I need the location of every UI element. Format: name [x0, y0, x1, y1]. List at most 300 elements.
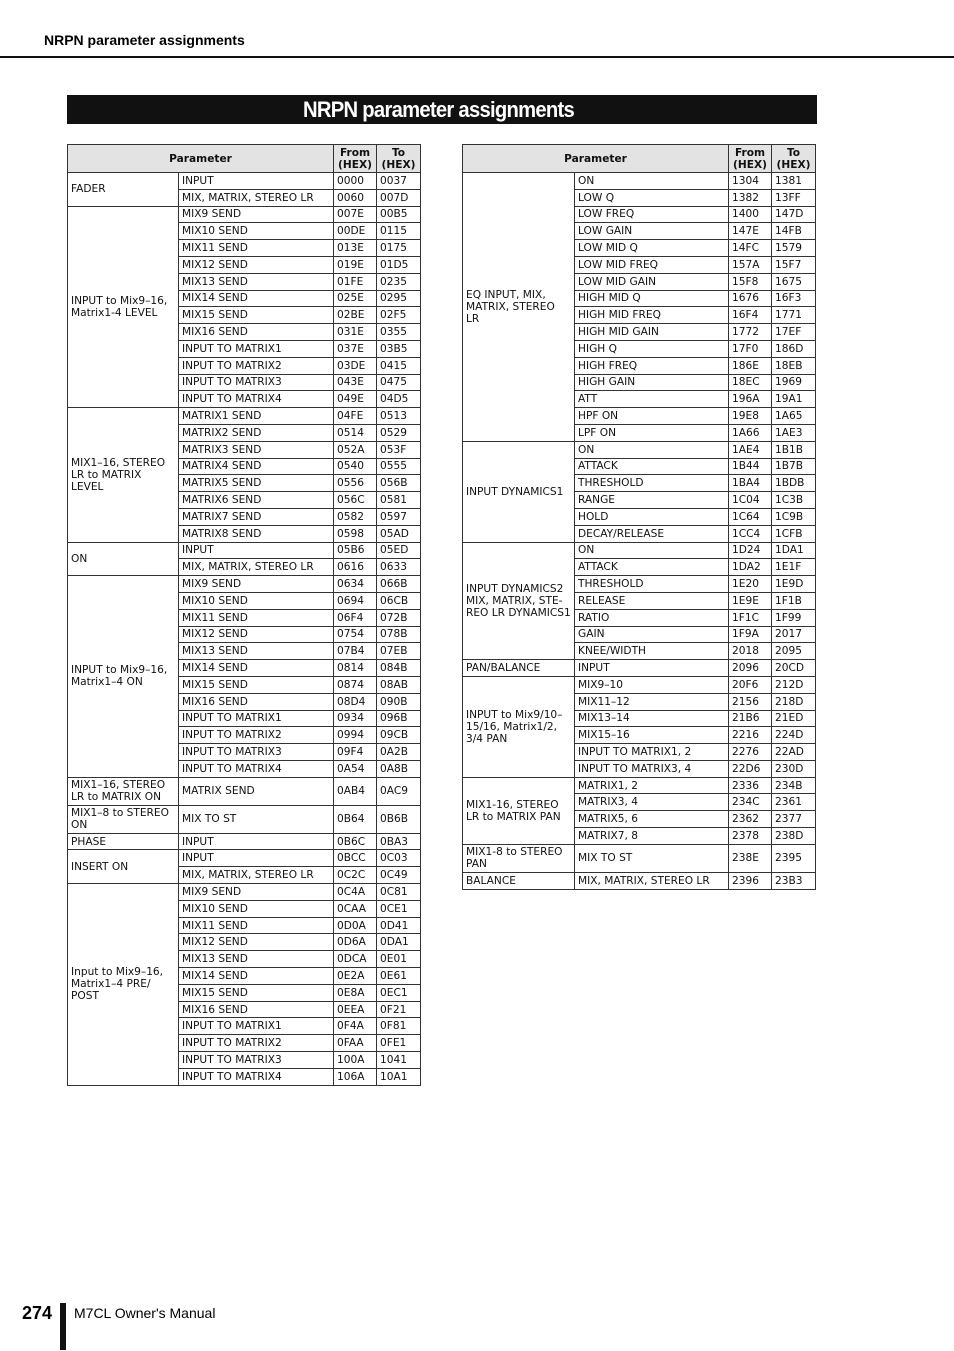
- parameter-name: MIX, MATRIX, STEREO LR: [575, 872, 729, 889]
- parameter-name: LOW FREQ: [575, 206, 729, 223]
- parameter-name: MIX12 SEND: [179, 934, 334, 951]
- to-hex-value: 0C49: [377, 867, 421, 884]
- parameter-name: MATRIX7, 8: [575, 828, 729, 845]
- from-hex-value: 0540: [334, 458, 377, 475]
- parameter-name: MIX14 SEND: [179, 290, 334, 307]
- from-hex-value: 0C4A: [334, 884, 377, 901]
- from-hex-value: 025E: [334, 290, 377, 307]
- from-hex-value: 07B4: [334, 643, 377, 660]
- from-hex-value: 19E8: [729, 408, 772, 425]
- to-hex-value: 1579: [772, 240, 816, 257]
- parameter-name: LOW MID FREQ: [575, 256, 729, 273]
- from-hex-value: 2018: [729, 643, 772, 660]
- parameter-name: MIX14 SEND: [179, 968, 334, 985]
- parameter-name: RATIO: [575, 609, 729, 626]
- to-hex-value: 0235: [377, 273, 421, 290]
- parameter-name: MIX15 SEND: [179, 307, 334, 324]
- to-hex-value: 13FF: [772, 189, 816, 206]
- from-hex-value: 031E: [334, 324, 377, 341]
- parameter-name: MIX13–14: [575, 710, 729, 727]
- to-hex-value: 1A65: [772, 408, 816, 425]
- from-hex-value: 0CAA: [334, 900, 377, 917]
- parameter-name: MIX, MATRIX, STEREO LR: [179, 189, 334, 206]
- footer-manual-title: M7CL Owner's Manual: [74, 1305, 216, 1321]
- to-hex-value: 1F1B: [772, 592, 816, 609]
- parameter-name: MIX12 SEND: [179, 256, 334, 273]
- table-row: [68, 884, 421, 901]
- to-hex-value: 096B: [377, 710, 421, 727]
- from-column-header: From (HEX): [729, 145, 772, 173]
- table-row: [68, 173, 421, 190]
- from-hex-value: 21B6: [729, 710, 772, 727]
- to-hex-value: 0037: [377, 173, 421, 190]
- table-row: [68, 833, 421, 850]
- to-hex-value: 0555: [377, 458, 421, 475]
- from-hex-value: 16F4: [729, 307, 772, 324]
- parameter-name: MIX13 SEND: [179, 951, 334, 968]
- parameter-name: THRESHOLD: [575, 576, 729, 593]
- from-hex-value: 04FE: [334, 408, 377, 425]
- from-hex-value: 00DE: [334, 223, 377, 240]
- from-hex-value: 0DCA: [334, 951, 377, 968]
- to-hex-value: 0DA1: [377, 934, 421, 951]
- parameter-name: ON: [575, 542, 729, 559]
- from-hex-value: 056C: [334, 492, 377, 509]
- parameter-group-label: MIX1-16, STEREO LR to MATRIX PAN: [463, 777, 575, 844]
- footer-page-number: 274: [22, 1303, 53, 1323]
- to-hex-value: 09CB: [377, 727, 421, 744]
- to-hex-value: 0295: [377, 290, 421, 307]
- from-hex-value: 1CC4: [729, 525, 772, 542]
- from-hex-value: 1382: [729, 189, 772, 206]
- table-row: [68, 805, 421, 833]
- parameter-name: HIGH MID GAIN: [575, 324, 729, 341]
- to-hex-value: 0E61: [377, 968, 421, 985]
- from-hex-value: 0582: [334, 508, 377, 525]
- from-hex-value: 01FE: [334, 273, 377, 290]
- from-hex-value: 157A: [729, 256, 772, 273]
- parameter-name: INPUT: [179, 542, 334, 559]
- parameter-name: MIX13 SEND: [179, 273, 334, 290]
- parameter-name: MIX11 SEND: [179, 917, 334, 934]
- from-hex-value: 0F4A: [334, 1018, 377, 1035]
- table-row: [463, 542, 816, 559]
- from-column-header: From (HEX): [334, 145, 377, 173]
- parameter-name: INPUT TO MATRIX3: [179, 744, 334, 761]
- table-row: [68, 542, 421, 559]
- to-hex-value: 17EF: [772, 324, 816, 341]
- parameter-name: HIGH MID FREQ: [575, 307, 729, 324]
- parameter-name: INPUT TO MATRIX4: [179, 760, 334, 777]
- to-hex-value: 06CB: [377, 592, 421, 609]
- from-hex-value: 1772: [729, 324, 772, 341]
- to-hex-value: 0B6B: [377, 805, 421, 833]
- from-hex-value: 0C2C: [334, 867, 377, 884]
- to-hex-value: 066B: [377, 576, 421, 593]
- header-rule: [0, 56, 954, 58]
- table-row: [463, 441, 816, 458]
- to-hex-value: 078B: [377, 626, 421, 643]
- from-hex-value: 1D24: [729, 542, 772, 559]
- to-hex-value: 16F3: [772, 290, 816, 307]
- from-hex-value: 147E: [729, 223, 772, 240]
- from-hex-value: 037E: [334, 340, 377, 357]
- to-hex-value: 08AB: [377, 676, 421, 693]
- table-row: [463, 872, 816, 889]
- parameter-name: MIX15 SEND: [179, 984, 334, 1001]
- to-hex-value: 0513: [377, 408, 421, 425]
- from-hex-value: 013E: [334, 240, 377, 257]
- to-hex-value: 1C9B: [772, 508, 816, 525]
- from-hex-value: 17F0: [729, 340, 772, 357]
- parameter-name: HPF ON: [575, 408, 729, 425]
- from-hex-value: 1F9A: [729, 626, 772, 643]
- from-hex-value: 2216: [729, 727, 772, 744]
- to-hex-value: 0475: [377, 374, 421, 391]
- parameter-name: INPUT: [575, 660, 729, 677]
- to-hex-value: 090B: [377, 693, 421, 710]
- from-hex-value: 1AE4: [729, 441, 772, 458]
- running-header: NRPN parameter assignments: [44, 32, 245, 48]
- parameter-name: MATRIX2 SEND: [179, 424, 334, 441]
- parameter-name: RELEASE: [575, 592, 729, 609]
- parameter-group-label: Input to Mix9–16, Matrix1–4 PRE/ POST: [68, 884, 179, 1086]
- from-hex-value: 100A: [334, 1052, 377, 1069]
- table-row: [463, 173, 816, 190]
- parameter-name: HIGH Q: [575, 340, 729, 357]
- parameter-name: INPUT TO MATRIX2: [179, 357, 334, 374]
- to-hex-value: 1B7B: [772, 458, 816, 475]
- from-hex-value: 186E: [729, 357, 772, 374]
- to-hex-value: 0A2B: [377, 744, 421, 761]
- parameter-name: ATTACK: [575, 458, 729, 475]
- parameter-name: MATRIX3, 4: [575, 794, 729, 811]
- from-hex-value: 0D6A: [334, 934, 377, 951]
- from-hex-value: 2276: [729, 744, 772, 761]
- parameter-group-label: INPUT DYNAMICS1: [463, 441, 575, 542]
- parameter-name: INPUT TO MATRIX3: [179, 374, 334, 391]
- to-hex-value: 0597: [377, 508, 421, 525]
- parameter-name: ON: [575, 441, 729, 458]
- to-hex-value: 1B1B: [772, 441, 816, 458]
- to-hex-value: 0633: [377, 559, 421, 576]
- parameter-name: HOLD: [575, 508, 729, 525]
- table-header-row: [463, 145, 816, 173]
- to-hex-value: 1969: [772, 374, 816, 391]
- parameter-name: INPUT: [179, 173, 334, 190]
- from-hex-value: 052A: [334, 441, 377, 458]
- parameter-group-label: MIX1–16, STEREO LR to MATRIX LEVEL: [68, 408, 179, 542]
- from-hex-value: 0BCC: [334, 850, 377, 867]
- from-hex-value: 06F4: [334, 609, 377, 626]
- to-hex-value: 00B5: [377, 206, 421, 223]
- parameter-name: MIX9 SEND: [179, 884, 334, 901]
- parameter-name: MIX14 SEND: [179, 660, 334, 677]
- parameter-name: ON: [575, 173, 729, 190]
- from-hex-value: 0A54: [334, 760, 377, 777]
- to-hex-value: 0D41: [377, 917, 421, 934]
- parameter-name: INPUT TO MATRIX1: [179, 1018, 334, 1035]
- parameter-group-label: INPUT to Mix9–16, Matrix1-4 LEVEL: [68, 206, 179, 408]
- to-hex-value: 1771: [772, 307, 816, 324]
- to-hex-value: 1675: [772, 273, 816, 290]
- to-hex-value: 22AD: [772, 744, 816, 761]
- to-hex-value: 0529: [377, 424, 421, 441]
- to-hex-value: 0AC9: [377, 777, 421, 805]
- to-hex-value: 1381: [772, 173, 816, 190]
- from-hex-value: 1400: [729, 206, 772, 223]
- parameter-name: HIGH MID Q: [575, 290, 729, 307]
- parameter-column-header: Parameter: [463, 145, 729, 173]
- to-hex-value: 05ED: [377, 542, 421, 559]
- parameter-name: MIX10 SEND: [179, 223, 334, 240]
- from-hex-value: 0616: [334, 559, 377, 576]
- from-hex-value: 03DE: [334, 357, 377, 374]
- from-hex-value: 2396: [729, 872, 772, 889]
- to-hex-value: 14FB: [772, 223, 816, 240]
- parameter-name: MATRIX3 SEND: [179, 441, 334, 458]
- parameter-name: MIX11 SEND: [179, 609, 334, 626]
- to-hex-value: 186D: [772, 340, 816, 357]
- parameter-name: DECAY/RELEASE: [575, 525, 729, 542]
- parameter-name: INPUT TO MATRIX1, 2: [575, 744, 729, 761]
- to-hex-value: 072B: [377, 609, 421, 626]
- to-hex-value: 15F7: [772, 256, 816, 273]
- to-hex-value: 0C03: [377, 850, 421, 867]
- from-hex-value: 02BE: [334, 307, 377, 324]
- from-hex-value: 234C: [729, 794, 772, 811]
- parameter-name: MATRIX4 SEND: [179, 458, 334, 475]
- from-hex-value: 2336: [729, 777, 772, 794]
- to-hex-value: 1DA1: [772, 542, 816, 559]
- from-hex-value: 0FAA: [334, 1035, 377, 1052]
- from-hex-value: 0000: [334, 173, 377, 190]
- parameter-name: GAIN: [575, 626, 729, 643]
- table-row: [463, 777, 816, 794]
- from-hex-value: 1E20: [729, 576, 772, 593]
- parameter-name: LOW Q: [575, 189, 729, 206]
- parameter-name: MIX15 SEND: [179, 676, 334, 693]
- page-title: NRPN parameter assignments: [303, 97, 575, 122]
- table-row: [68, 850, 421, 867]
- parameter-group-label: MIX1–8 to STEREO ON: [68, 805, 179, 833]
- to-hex-value: 10A1: [377, 1068, 421, 1085]
- from-hex-value: 2378: [729, 828, 772, 845]
- to-hex-value: 084B: [377, 660, 421, 677]
- from-hex-value: 007E: [334, 206, 377, 223]
- to-hex-value: 18EB: [772, 357, 816, 374]
- parameter-name: MIX11 SEND: [179, 240, 334, 257]
- table-row: [68, 777, 421, 805]
- to-hex-value: 19A1: [772, 391, 816, 408]
- parameter-name: HIGH FREQ: [575, 357, 729, 374]
- to-hex-value: 2377: [772, 811, 816, 828]
- footer-bar: [60, 1303, 66, 1350]
- parameter-group-label: ON: [68, 542, 179, 576]
- parameter-group-label: PAN/BALANCE: [463, 660, 575, 677]
- parameter-name: INPUT TO MATRIX1: [179, 710, 334, 727]
- parameter-name: MIX, MATRIX, STEREO LR: [179, 559, 334, 576]
- to-hex-value: 07EB: [377, 643, 421, 660]
- to-hex-value: 23B3: [772, 872, 816, 889]
- parameter-group-label: INPUT to Mix9–16, Matrix1–4 ON: [68, 576, 179, 778]
- to-hex-value: 056B: [377, 475, 421, 492]
- from-hex-value: 0514: [334, 424, 377, 441]
- from-hex-value: 049E: [334, 391, 377, 408]
- parameter-group-label: INPUT DYNAMICS2 MIX, MATRIX, STE-REO LR DYNAMICS1: [463, 542, 575, 660]
- from-hex-value: 0556: [334, 475, 377, 492]
- from-hex-value: 2362: [729, 811, 772, 828]
- nrpn-table-right: [462, 144, 816, 890]
- to-hex-value: 0F21: [377, 1001, 421, 1018]
- to-hex-value: 2017: [772, 626, 816, 643]
- parameter-name: MIX15–16: [575, 727, 729, 744]
- from-hex-value: 1C04: [729, 492, 772, 509]
- to-hex-value: 212D: [772, 676, 816, 693]
- from-hex-value: 0B64: [334, 805, 377, 833]
- parameter-name: INPUT TO MATRIX2: [179, 727, 334, 744]
- from-hex-value: 1A66: [729, 424, 772, 441]
- from-hex-value: 0E8A: [334, 984, 377, 1001]
- parameter-name: LOW GAIN: [575, 223, 729, 240]
- to-hex-value: 1CFB: [772, 525, 816, 542]
- parameter-name: INPUT TO MATRIX3: [179, 1052, 334, 1069]
- parameter-name: MATRIX8 SEND: [179, 525, 334, 542]
- parameter-name: INPUT TO MATRIX4: [179, 1068, 334, 1085]
- parameter-group-label: INPUT to Mix9/10–15/16, Matrix1/2, 3/4 PAN: [463, 676, 575, 777]
- parameter-group-label: MIX1-8 to STEREO PAN: [463, 844, 575, 872]
- parameter-name: MIX TO ST: [575, 844, 729, 872]
- to-hex-value: 0CE1: [377, 900, 421, 917]
- parameter-name: MIX, MATRIX, STEREO LR: [179, 867, 334, 884]
- parameter-name: MIX9 SEND: [179, 206, 334, 223]
- parameter-name: LOW MID GAIN: [575, 273, 729, 290]
- from-hex-value: 1BA4: [729, 475, 772, 492]
- to-hex-value: 238D: [772, 828, 816, 845]
- from-hex-value: 1676: [729, 290, 772, 307]
- to-hex-value: 147D: [772, 206, 816, 223]
- parameter-name: INPUT TO MATRIX3, 4: [575, 760, 729, 777]
- from-hex-value: 0EEA: [334, 1001, 377, 1018]
- parameter-name: LOW MID Q: [575, 240, 729, 257]
- parameter-name: ATTACK: [575, 559, 729, 576]
- to-hex-value: 1E9D: [772, 576, 816, 593]
- to-hex-value: 234B: [772, 777, 816, 794]
- to-hex-value: 0115: [377, 223, 421, 240]
- to-hex-value: 0C81: [377, 884, 421, 901]
- to-column-header: To (HEX): [377, 145, 421, 173]
- table-row: [463, 676, 816, 693]
- to-hex-value: 2361: [772, 794, 816, 811]
- to-hex-value: 1BDB: [772, 475, 816, 492]
- parameter-group-label: MIX1–16, STEREO LR to MATRIX ON: [68, 777, 179, 805]
- from-hex-value: 019E: [334, 256, 377, 273]
- to-column-header: To (HEX): [772, 145, 816, 173]
- parameter-name: INPUT TO MATRIX1: [179, 340, 334, 357]
- parameter-name: HIGH GAIN: [575, 374, 729, 391]
- from-hex-value: 0060: [334, 189, 377, 206]
- parameter-name: INPUT: [179, 833, 334, 850]
- parameter-group-label: EQ INPUT, MIX, MATRIX, STEREO LR: [463, 173, 575, 442]
- parameter-name: MIX13 SEND: [179, 643, 334, 660]
- from-hex-value: 05B6: [334, 542, 377, 559]
- from-hex-value: 0874: [334, 676, 377, 693]
- parameter-name: LPF ON: [575, 424, 729, 441]
- to-hex-value: 2095: [772, 643, 816, 660]
- from-hex-value: 1C64: [729, 508, 772, 525]
- from-hex-value: 1F1C: [729, 609, 772, 626]
- from-hex-value: 0B6C: [334, 833, 377, 850]
- to-hex-value: 1C3B: [772, 492, 816, 509]
- from-hex-value: 08D4: [334, 693, 377, 710]
- table-row: [463, 844, 816, 872]
- to-hex-value: 053F: [377, 441, 421, 458]
- from-hex-value: 0634: [334, 576, 377, 593]
- parameter-name: MATRIX SEND: [179, 777, 334, 805]
- to-hex-value: 1F99: [772, 609, 816, 626]
- from-hex-value: 0994: [334, 727, 377, 744]
- parameter-name: MATRIX5 SEND: [179, 475, 334, 492]
- to-hex-value: 21ED: [772, 710, 816, 727]
- parameter-name: RANGE: [575, 492, 729, 509]
- parameter-name: MIX16 SEND: [179, 693, 334, 710]
- to-hex-value: 007D: [377, 189, 421, 206]
- table-row: [68, 576, 421, 593]
- from-hex-value: 0754: [334, 626, 377, 643]
- from-hex-value: 0694: [334, 592, 377, 609]
- parameter-name: INPUT TO MATRIX4: [179, 391, 334, 408]
- parameter-column-header: Parameter: [68, 145, 334, 173]
- parameter-name: MIX TO ST: [179, 805, 334, 833]
- parameter-name: MATRIX1 SEND: [179, 408, 334, 425]
- to-hex-value: 0581: [377, 492, 421, 509]
- to-hex-value: 2395: [772, 844, 816, 872]
- parameter-name: MATRIX6 SEND: [179, 492, 334, 509]
- parameter-name: ATT: [575, 391, 729, 408]
- table-row: [68, 408, 421, 425]
- to-hex-value: 218D: [772, 693, 816, 710]
- from-hex-value: 18EC: [729, 374, 772, 391]
- nrpn-table-left: [67, 144, 421, 1086]
- to-hex-value: 1AE3: [772, 424, 816, 441]
- from-hex-value: 106A: [334, 1068, 377, 1085]
- to-hex-value: 0355: [377, 324, 421, 341]
- parameter-name: MIX9 SEND: [179, 576, 334, 593]
- table-row: [463, 660, 816, 677]
- parameter-name: INPUT TO MATRIX2: [179, 1035, 334, 1052]
- to-hex-value: 0FE1: [377, 1035, 421, 1052]
- parameter-name: MATRIX7 SEND: [179, 508, 334, 525]
- to-hex-value: 0F81: [377, 1018, 421, 1035]
- from-hex-value: 0934: [334, 710, 377, 727]
- to-hex-value: 1E1F: [772, 559, 816, 576]
- from-hex-value: 0E2A: [334, 968, 377, 985]
- to-hex-value: 1041: [377, 1052, 421, 1069]
- to-hex-value: 01D5: [377, 256, 421, 273]
- from-hex-value: 09F4: [334, 744, 377, 761]
- parameter-name: MIX16 SEND: [179, 324, 334, 341]
- to-hex-value: 0175: [377, 240, 421, 257]
- parameter-group-label: FADER: [68, 173, 179, 207]
- from-hex-value: 043E: [334, 374, 377, 391]
- from-hex-value: 196A: [729, 391, 772, 408]
- from-hex-value: 1304: [729, 173, 772, 190]
- table-row: [68, 206, 421, 223]
- to-hex-value: 03B5: [377, 340, 421, 357]
- parameter-name: INPUT: [179, 850, 334, 867]
- from-hex-value: 2156: [729, 693, 772, 710]
- from-hex-value: 1DA2: [729, 559, 772, 576]
